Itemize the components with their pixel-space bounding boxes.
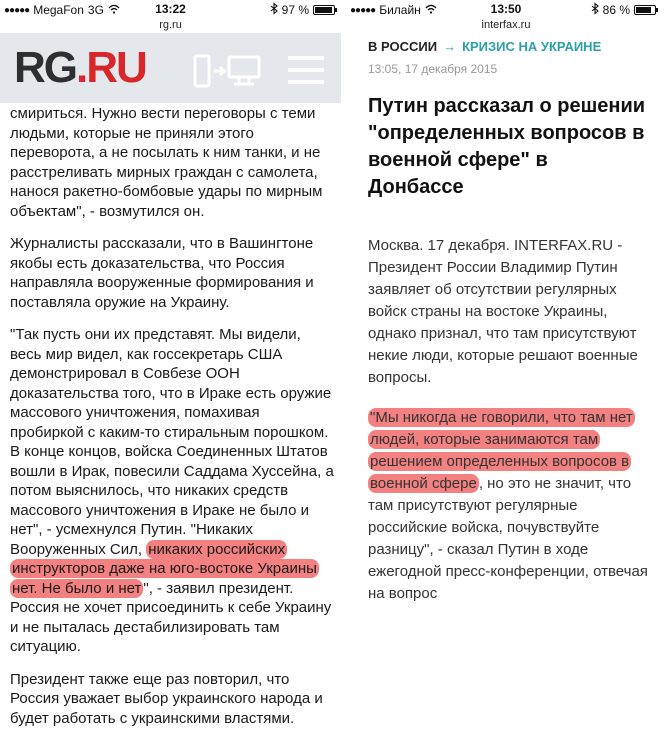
carrier-name: Билайн bbox=[379, 3, 421, 17]
article-body bbox=[368, 235, 658, 623]
signal-strength-icon: ●●●●● bbox=[350, 4, 376, 16]
paragraph: смириться. Нужно вести переговоры с теми людьми, которые не приняли этого переворота, а не посылать к ним танки, и не расстреливать мирных граждан с самолета, нанося ракетно-бомбовые удары по мирным объектам", - возмутился он. bbox=[10, 105, 323, 220]
paragraph: "Мы никогда не говорили, что там нет людей, которые занимаются там решением определенных вопросов в военной сфере , но это не значит, что там присутствуют регулярные российские войска, почувствуйте разницу", - сказал Путин в ходе ежегодной пресс-конференции, отвечая на вопрос bbox=[368, 409, 648, 602]
carrier-name: MegaFon bbox=[33, 3, 84, 17]
breadcrumb-section[interactable]: В РОССИИ bbox=[368, 39, 438, 54]
signal-strength-icon: ●●●●● bbox=[4, 4, 30, 16]
bluetooth-icon bbox=[270, 3, 278, 17]
status-bar bbox=[0, 0, 341, 19]
address-bar[interactable]: interfax.ru bbox=[481, 19, 531, 31]
breadcrumb-topic[interactable]: КРИЗИС НА УКРАИНЕ bbox=[462, 39, 602, 54]
highlighted-quote: никаких российских инструкторов даже на юго-востоке Украины нет. Не было и нет bbox=[12, 540, 317, 597]
address-bar[interactable]: rg.ru bbox=[159, 19, 182, 31]
network-type: 3G bbox=[87, 3, 104, 17]
paragraph: Президент также еще раз повторил, что Россия уважает выбор украинского народа и будет работать с украинскими властями. bbox=[10, 670, 323, 727]
paragraph: "Так пусть они их представят. Мы видели, весь мир видел, как госсекретарь США демонстрировал в Совбезе ООН доказательства того, что в Ираке есть оружие массового уничтожения, помахивая пробиркой с каким-то стиральным порошком. В конце концов, войска Соединенных Штатов вошли в Ирак, повесили Саддама Хуссейна, а потом выяснилось, что никаких средств массового уничтожения в Ираке не было и нет", - усмехнулся Путин. "Никаких Вооруженных Сил, никаких российских инструкторов даже на юго-востоке Украины нет. Не было и нет ", - заявил президент. Россия не хочет присоединить к себе Украину и не пыталась дестабилизировать там ситуацию. bbox=[10, 326, 334, 655]
paragraph: Журналисты рассказали, что в Вашингтоне якобы есть доказательства, что Россия направляла вооруженные формирования и поставляла оружие на Украину. bbox=[10, 235, 314, 311]
clock: 13:22 bbox=[155, 2, 186, 16]
devices-icon[interactable] bbox=[192, 53, 262, 89]
battery-percent: 86 % bbox=[602, 3, 630, 17]
clock: 13:50 bbox=[490, 2, 522, 16]
publish-date: 13:05, 17 декабря 2015 bbox=[368, 62, 498, 76]
paragraph: Москва. 17 декабря. INTERFAX.RU - Президент России Владимир Путин заявляет об отсутствии регулярных войск страны на востоке Украины, однако признал, что там присутствуют некие люди, которые решают военные вопросы. bbox=[368, 237, 638, 386]
bluetooth-icon bbox=[591, 3, 599, 17]
site-logo[interactable]: RG.RU bbox=[14, 43, 146, 92]
highlighted-quote: "Мы никогда не говорили, что там нет людей, которые занимаются там решением определенных вопросов в военной сфере bbox=[370, 409, 633, 492]
hamburger-menu-icon[interactable] bbox=[286, 53, 326, 87]
battery-icon bbox=[634, 5, 656, 15]
breadcrumb bbox=[368, 39, 601, 54]
arrow-right-icon: → bbox=[443, 39, 457, 54]
battery-icon bbox=[313, 5, 335, 15]
article-title: Путин рассказал о решении "определенных вопросов в военной сфере" в Донбассе bbox=[368, 95, 646, 198]
battery-percent: 97 % bbox=[281, 3, 309, 17]
site-header bbox=[0, 33, 341, 103]
article-body bbox=[10, 104, 334, 741]
right-screenshot bbox=[346, 0, 666, 608]
status-bar bbox=[346, 0, 666, 19]
